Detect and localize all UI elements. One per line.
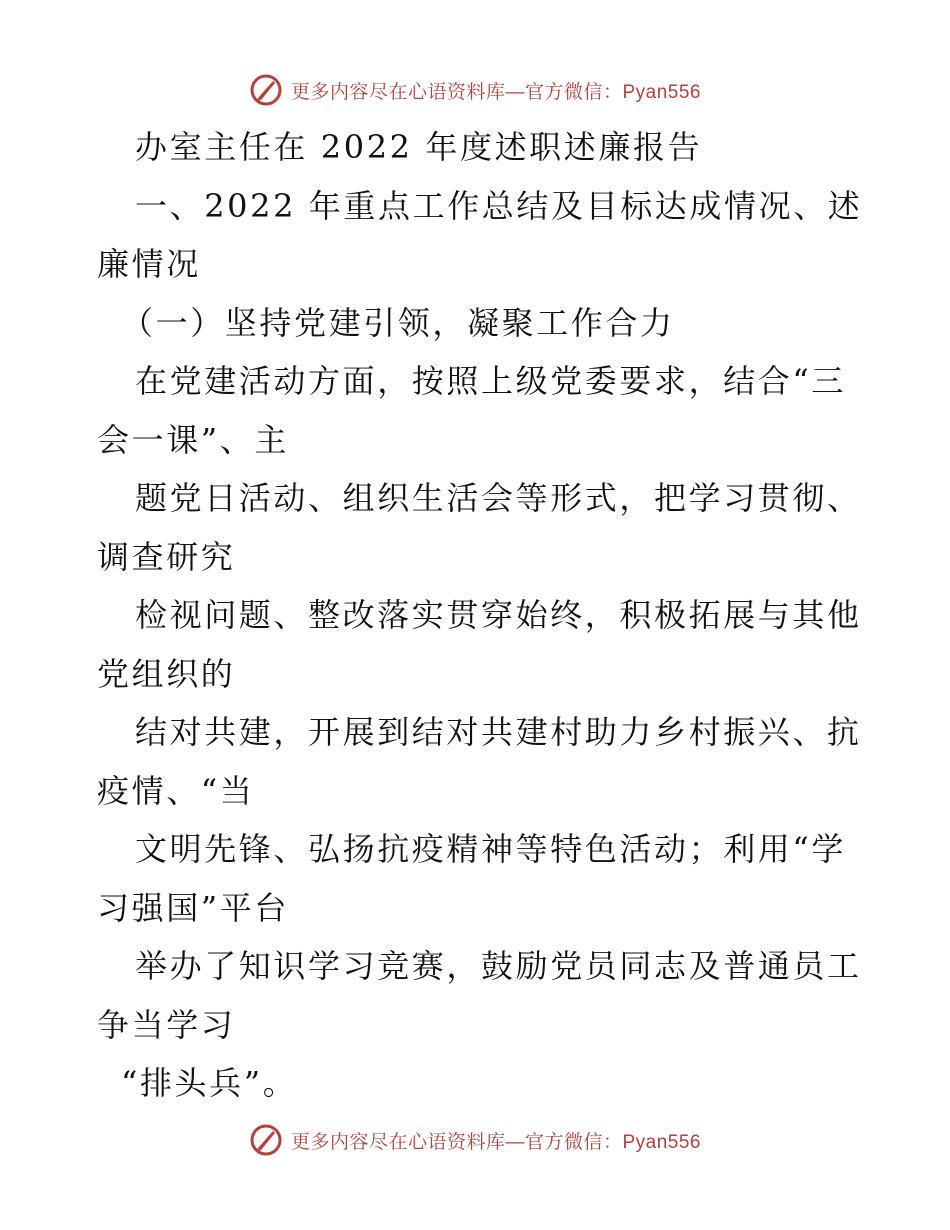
paragraph-line: 文明先锋、弘扬抗疫精神等特色活动；利用“学	[135, 830, 846, 868]
watermark-footer	[0, 1120, 950, 1160]
document-body	[97, 118, 863, 1113]
paragraph-line: 题党日活动、组织生活会等形式，把学习贯彻、	[135, 479, 862, 517]
paragraph-line: 争当学习	[97, 1005, 236, 1044]
document-title: 办室主任在 2022 年度述职述廉报告	[135, 128, 703, 166]
watermark-header	[0, 70, 950, 110]
section-heading: 一、2022 年重点工作总结及目标达成情况、述	[135, 186, 863, 225]
paragraph-line: 党组织的	[97, 654, 236, 693]
paragraph-line: 在党建活动方面，按照上级党委要求，结合“三	[135, 362, 846, 400]
paragraph-line: “排头兵”。	[121, 1064, 298, 1102]
quill-logo-icon	[249, 1123, 283, 1157]
paragraph-line: 检视问题、整改落实贯穿始终，积极拓展与其他	[135, 596, 862, 634]
paragraph-line: 结对共建，开展到结对共建村助力乡村振兴、抗	[135, 713, 862, 751]
quill-logo-icon	[249, 73, 283, 107]
watermark-text: 更多内容尽在心语资料库—官方微信：Pyan556	[290, 1131, 701, 1153]
watermark-text: 更多内容尽在心语资料库—官方微信：Pyan556	[290, 81, 701, 103]
paragraph-line: 会一课”、主	[97, 420, 289, 459]
subsection-heading: （一）坚持党建引领，凝聚工作合力	[121, 303, 675, 342]
paragraph-line: 疫情、“当	[97, 771, 255, 810]
paragraph-line: 习强国”平台	[97, 888, 289, 927]
paragraph-line: 举办了知识学习竞赛，鼓励党员同志及普通员工	[135, 947, 862, 985]
paragraph-line: 调查研究	[97, 537, 236, 576]
section-heading-cont: 廉情况	[97, 245, 201, 283]
